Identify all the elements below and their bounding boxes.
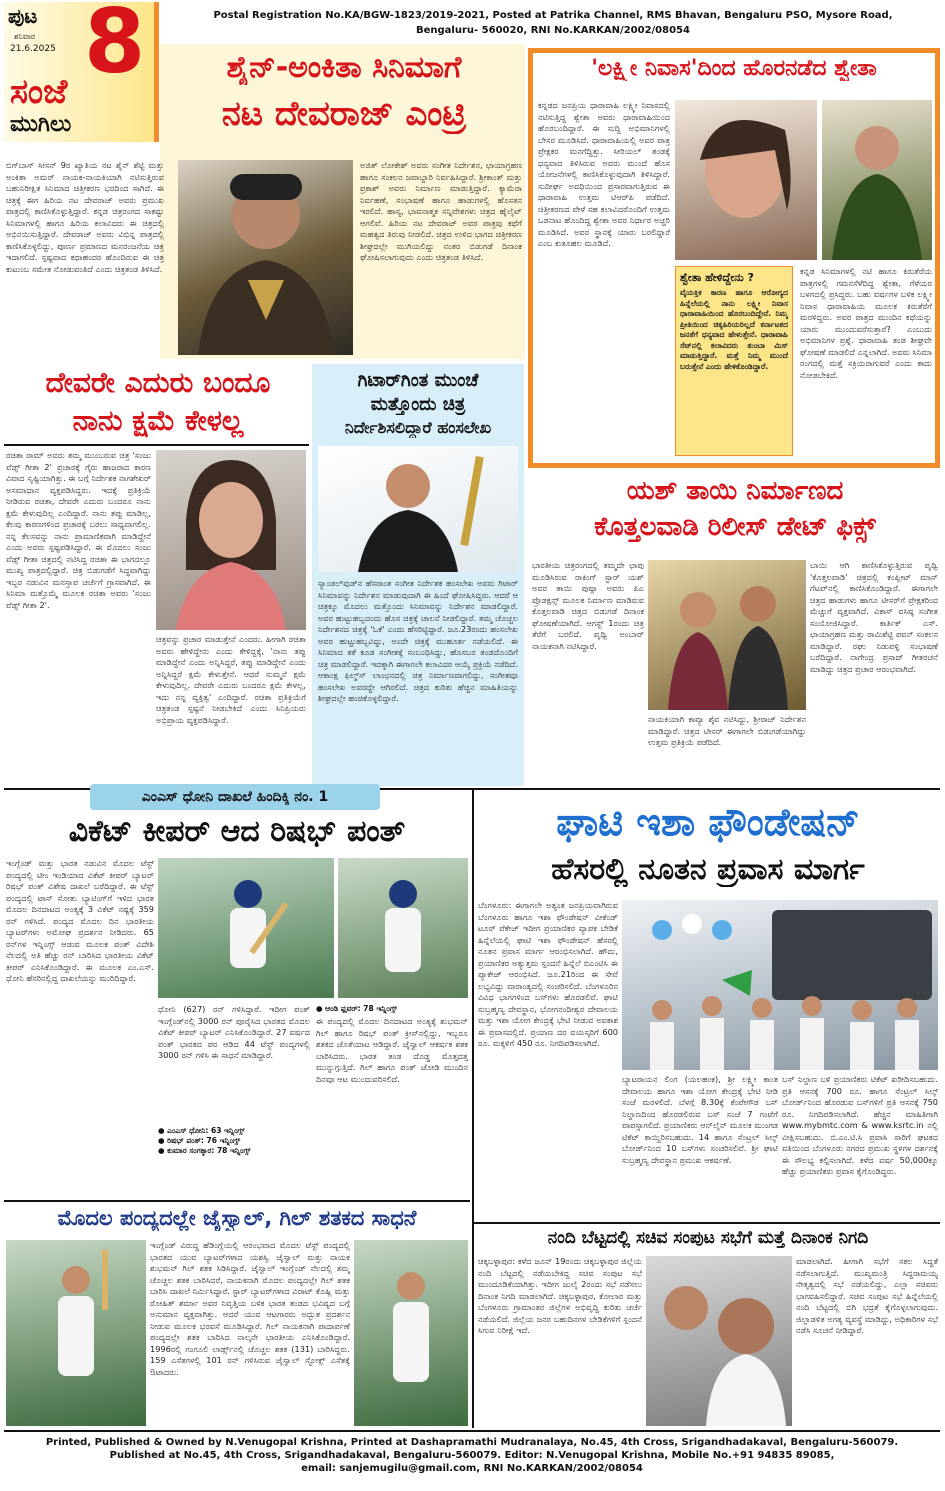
hamsalekha-body: ಸ್ಯಾಂಡಲ್‌ವುಡ್‌ನ ಹೆಸರಾಂತ ಸಂಗೀತ ನಿರ್ದೇಶಕ ಹಂಸಲೇಖ ಅವರು ಗಿಟಾರ್ ಸಿನಿಮಾವನ್ನು ನಿರ್ದೇಶನ ಮಾಡುವುದಾಗಿ ಈ ಹಿಂದೆ ಘೋಷಿಸಿದ್ದರು. ಆದರೆ ಆ ಚಿತ್ರಕ್ಕೂ ಮೊದಲು ಮತ್ತೊಂದು ಸಿನಿಮಾವನ್ನು ನಿರ್ದೇಶನ ಮಾಡಲಿದ್ದಾರೆ. ಅವರ ಹುಟ್ಟುಹಬ್ಬದಂದು ಹೊಸ ಚಿತ್ರಕ್ಕೆ ಚಾಲನೆ ನೀಡಲಿದ್ದಾರೆ. ತಮ್ಮ ಚೊಚ್ಚಲ ನಿರ್ದೇಶನದ ಚಿತ್ರಕ್ಕೆ 'ಓಕೆ' ಎಂದು ಹೆಸರಿಟ್ಟಿದ್ದಾರೆ. ಜೂ.23ರಂದು ಹಂಸಲೇಖ ಅವರ ಹುಟ್ಟುಹಬ್ಬವಿದ್ದು, ಅಂದೇ ಚಿತ್ರಕ್ಕೆ ಮುಹೂರ್ತ ನಡೆಯಲಿದೆ. ಈ ಸಿನಿಮಾದ ಕತೆ ಕೂಡ ಸಂಗೀತಕ್ಕೆ ಸಂಬಂಧಿಸಿದ್ದು, ಹೊಸಬರ ತಂಡದೊಂದಿಗೆ ಚಿತ್ರ ಮಾಡಲಿದ್ದಾರೆ. ಇದಕ್ಕಾಗಿ ಈಗಾಗಲೇ ಕಲಾವಿದರ ಆಯ್ಕೆ ಪ್ರಕ್ರಿಯೆ ನಡೆದಿದೆ. ಆಕಾಂಕ್ಷ ಫಿಲ್ಮ್‌ಸ್ ಲಾಂಛನದಲ್ಲಿ ಚಿತ್ರ ನಿರ್ಮಾಣವಾಗಲಿದ್ದು, ಸಂಗೀತವೂ ಹಂಸಲೇಖ ಅವರದ್ದೇ ಆಗಿರಲಿದೆ. ಚಿತ್ರದ ಕುರಿತು ಹೆಚ್ಚಿನ ಮಾಹಿತಿಯನ್ನು ಶೀಘ್ರದಲ್ಲೇ ಹಂಚಿಕೊಳ್ಳಲಿದ್ದಾರೆ. bbox=[318, 578, 518, 703]
rachita-headline-line1: ದೇವರೇ ಎದುರು ಬಂದೂ bbox=[45, 366, 271, 399]
footer-line2: Published at No.45, 4th Cross, Srigandhadakaval, Bengaluru-560079. Editor: N.Venugopal Krishna, Mobile No.+91 94835 89085, bbox=[109, 1450, 835, 1461]
shwetha-quote-title: ಶ್ವೇತಾ ಹೇಳಿದ್ದೇನು ? bbox=[680, 271, 754, 284]
isha-col3: ಬಸ್ ನಿಲ್ದಾಣ ಬಳಿ ಪ್ರಯಾಣಿಕರು ಟಿಕೆಟ್ ಖರೀದಿಸಬಹುದು. ಪ್ರತಿ ಆಸನಕ್ಕೆ 700 ರೂ. ಹಾಗೂ ಸೆಂಟ್ರಲ್ ಸಿಲ್ಕ್ ಬೋರ್ಡ್‌ನಿಂದ ಹೊರಡುವ ಬಸ್‌ಗಳಿಗೆ ಪ್ರತಿ ಆಸನಕ್ಕೆ 750 ರೂ. ನಿಗದಿಪಡಿಸಲಾಗಿದೆ. ಹೆಚ್ಚಿನ ಮಾಹಿತಿಗಾಗಿ www.mybmtc.com & www.ksrtc.in ನಲ್ಲಿ ವೀಕ್ಷಿಸಬಹುದು. ಬಿ.ಎಂ.ಟಿ.ಸಿ ಪ್ರವಾಸಿ ಸಾರಿಗೆ ಘಟಕದ ವತಿಯಿಂದ ಬೆಂಗಳೂರು ನಗರದ ಪ್ರಮುಖ ಸ್ಥಳಗಳ ದರ್ಶನಕ್ಕೆ ಈ ಸೌಲಭ್ಯ ಕಲ್ಪಿಸಲಾಗಿದೆ. ಕಳೆದ ವರ್ಷ 50,000ಕ್ಕೂ ಹೆಚ್ಚು ಪ್ರಯಾಣಿಕರು ಪ್ರವಾಸ ಕೈಗೊಂಡಿದ್ದರು. bbox=[782, 1074, 938, 1176]
paper-name-line1: ಸಂಜೆ bbox=[10, 72, 68, 112]
gill-photo-art bbox=[354, 1240, 468, 1426]
nandi-col1: ಚಿಕ್ಕಬಳ್ಳಾಪುರ: ಕಳೆದ ಜೂನ್ 19ರಂದು ಚಿಕ್ಕಬಳ್ಳಾಪುರ ಜಿಲ್ಲೆಯ ನಂದಿ ಬೆಟ್ಟದಲ್ಲಿ ನಡೆಯಬೇಕಿದ್ದ ಸಚಿವ ಸಂಪುಟ ಸಭೆ ಮುಂದೂಡಿಕೆಯಾಗಿತ್ತು. ಇದೀಗ ಜುಲೈ 2ರಂದು ಸಭೆ ನಡೆಸಲು ದಿನಾಂಕ ನಿಗದಿ ಮಾಡಲಾಗಿದೆ. ಚಿಕ್ಕಬಳ್ಳಾಪುರ, ಕೋಲಾರ ಮತ್ತು ಬೆಂಗಳೂರು ಗ್ರಾಮಾಂತರ ಜಿಲ್ಲೆಗಳ ಅಭಿವೃದ್ಧಿ ಕುರಿತು ಚರ್ಚೆ ನಡೆಯಲಿದೆ. ಜಿಲ್ಲೆಯ ಜನರ ಬಹುದಿನಗಳ ಬೇಡಿಕೆಗಳಿಗೆ ಸ್ಪಂದನೆ ಸಿಗುವ ನಿರೀಕ್ಷೆ ಇದೆ. bbox=[478, 1256, 642, 1335]
shine-col2: ಅಜಿತ್ ಲೋಕೇಶ್ ಅವರು ಸಂಗೀತ ನಿರ್ದೇಶನ, ಛಾಯಾಗ್ರಹಣ ಹಾಗೂ ಸಂಕಲನ ಜವಾಬ್ದಾರಿ ನಿರ್ವಹಿಸಿದ್ದಾರೆ. ಶ್ರೀಕಾಂತ್ ಮತ್ತು ಪ್ರಕಾಶ್ ಅವರು ನಿರ್ಮಾಣ ಮಾಡುತ್ತಿದ್ದಾರೆ. ಕ್ಯಾಮೆರಾ ನಿರ್ವಹಣೆ, ಸಂಭಾಷಣೆ ಹಾಗೂ ಹಾಡುಗಳಲ್ಲಿ ಹೊಸತನ ಇರಲಿದೆ. ಹಾಸ್ಯ, ಭಾವನಾತ್ಮಕ ಸನ್ನಿವೇಶಗಳು ಚಿತ್ರದ ಹೈಲೈಟ್ ಆಗಲಿವೆ. ಹಿರಿಯ ನಟ ದೇವರಾಜ್ ಅವರ ಪಾತ್ರವು ಕಥೆಗೆ ಮಹತ್ವದ ತಿರುವು ನೀಡಲಿದೆ. ಚಿತ್ರದ ಉಳಿದ ಭಾಗದ ಚಿತ್ರೀಕರಣ ಶೀಘ್ರದಲ್ಲೇ ಮುಗಿಯಲಿದ್ದು ನಂತರ ಬಿಡುಗಡೆ ದಿನಾಂಕ ಘೋಷಿಸಲಾಗುವುದು ಎಂದು ಚಿತ್ರತಂಡ ತಿಳಿಸಿದೆ. bbox=[360, 160, 522, 262]
hamsalekha-headline-line1: ಗಿಟಾರ್‌ಗಿಂತ ಮುಂಚೆ bbox=[357, 370, 479, 391]
kothalavadi-headline-line1: ಯಶ್ ತಾಯಿ ನಿರ್ಮಾಣದ bbox=[626, 476, 844, 506]
pant-col3: ಈ ಪಂದ್ಯದಲ್ಲಿ ಮೊದಲ ದಿನದಾಟದ ಅಂತ್ಯಕ್ಕೆ ಶುಭಮನ್ ಗಿಲ್ ಹಾಗೂ ರಿಷಭ್ ಪಂತ್ ಕ್ರೀಸ್‌ನಲ್ಲಿದ್ದು, ಇಬ್ಬರೂ ಶತಕದ ಜೊತೆಯಾಟ ಆಡಿದ್ದಾರೆ. ಜೈಸ್ವಾಲ್ ಆಕರ್ಷಕ ಶತಕ ಬಾರಿಸಿದರು. ಭಾರತ ತಂಡ ದೊಡ್ಡ ಮೊತ್ತದತ್ತ ಮುನ್ನುಗ್ಗುತ್ತಿದೆ. ಗಿಲ್ ಹಾಗೂ ಪಂತ್ ಜೋಡಿ ಮುಂದಿನ ದಿನವೂ ಆಟ ಮುಂದುವರಿಸಲಿದೆ. bbox=[316, 1016, 468, 1084]
pant-stat-1: ● ಎಂಎಸ್ ಧೋನಿ: 63 ಇನ್ನಿಂಗ್ಸ್ bbox=[158, 1126, 245, 1135]
pant-photo-1-art bbox=[158, 858, 334, 998]
pant-stat-2: ● ರಿಷಭ್ ಪಂತ್: 76 ಇನ್ನಿಂಗ್ಸ್ bbox=[158, 1136, 241, 1145]
jaiswal-photo bbox=[6, 1240, 146, 1426]
masthead-page-label: ಪುಟ bbox=[8, 4, 38, 28]
pant-stat-list bbox=[158, 1126, 310, 1156]
kothalavadi-photo bbox=[648, 560, 806, 710]
kothalavadi-col1: ಭಾರತೀಯ ಚಿತ್ರರಂಗದಲ್ಲಿ ತಮ್ಮದೇ ಛಾಪು ಮೂಡಿಸಿರುವ ರಾಕಿಂಗ್ ಸ್ಟಾರ್ ಯಶ್ ಅವರ ತಾಯಿ ಪುಷ್ಪಾ ಅವರು ಪಿಎ ಪ್ರೊಡಕ್ಷನ್ಸ್ ಮೂಲಕ ನಿರ್ಮಾಣ ಮಾಡಿರುವ ಕೊತ್ತಲವಾಡಿ ಚಿತ್ರದ ಬಿಡುಗಡೆ ದಿನಾಂಕ ಘೋಷಣೆಯಾಗಿದೆ. ಆಗಸ್ಟ್ 1ರಂದು ಚಿತ್ರ ತೆರೆಗೆ ಬರಲಿದೆ. ಪೃಥ್ವಿ ಅಂಬಾರ್ ನಾಯಕನಾಗಿ ನಟಿಸಿದ್ದಾರೆ. bbox=[532, 560, 644, 651]
footer-divider bbox=[4, 1430, 940, 1432]
pant-col1: ಇಂಗ್ಲೆಂಡ್ ಮತ್ತು ಭಾರತ ನಡುವಿನ ಮೊದಲ ಟೆಸ್ಟ್ ಪಂದ್ಯದಲ್ಲಿ ಟೀಂ ಇಂಡಿಯಾದ ವಿಕೆಟ್ ಕೀಪರ್ ಬ್ಯಾಟರ್ ರಿಷಭ್ ಪಂತ್ ವಿಶೇಷ ದಾಖಲೆ ಬರೆದಿದ್ದಾರೆ. ಈ ಟೆಸ್ಟ್ ಪಂದ್ಯದಲ್ಲಿ ಟಾಸ್ ಸೋತು ಬ್ಯಾಟಿಂಗ್‌ಗೆ ಇಳಿದ ಭಾರತ ಮೊದಲ ದಿನದಾಟದ ಅಂತ್ಯಕ್ಕೆ 3 ವಿಕೆಟ್ ನಷ್ಟಕ್ಕೆ 359 ರನ್ ಗಳಿಸಿದೆ. ಪಂದ್ಯದ ಮೊದಲ ದಿನ ಭಾರತೀಯ ಬ್ಯಾಟರ್‌ಗಳು ಅಮೋಘ ಪ್ರದರ್ಶನ ನೀಡಿದರು. 65 ರನ್‌ಗಳ ಇನ್ನಿಂಗ್ಸ್ ಆಡುವ ಮೂಲಕ ಪಂತ್ ವಿದೇಶಿ ನೆಲದಲ್ಲಿ ಅತಿ ಹೆಚ್ಚು ರನ್ ಬಾರಿಸಿದ ಭಾರತೀಯ ವಿಕೆಟ್ ಕೀಪರ್ ಎನಿಸಿಕೊಂಡಿದ್ದಾರೆ. ಈ ಮೂಲಕ ಎಂ.ಎಸ್. ಧೋನಿ ಹೆಸರಿನಲ್ಲಿದ್ದ ದಾಖಲೆಯನ್ನು ಮುರಿದಿದ್ದಾರೆ. bbox=[6, 858, 154, 983]
shwetha-headline: 'ಲಕ್ಷ್ಮೀ ನಿವಾಸ'ದಿಂದ ಹೊರನಡೆದ ಶ್ವೇತಾ bbox=[591, 56, 877, 81]
shwetha-quote-box bbox=[675, 266, 793, 456]
vertical-divider bbox=[472, 790, 474, 1428]
hamsalekha-photo-art bbox=[318, 446, 518, 572]
jaiswal-body: ಇಂಗ್ಲೆಂಡ್ ವಿರುದ್ಧ ಹೆಡಿಂಗ್ಲೆಯಲ್ಲಿ ಆರಂಭವಾದ ಮೊದಲ ಟೆಸ್ಟ್ ಪಂದ್ಯದಲ್ಲಿ ಭಾರತದ ಯುವ ಬ್ಯಾಟರ್‌ಗಳಾದ ಯಶಸ್ವಿ ಜೈಸ್ವಾಲ್ ಮತ್ತು ನಾಯಕ ಶುಭಮನ್ ಗಿಲ್ ಶತಕ ಸಿಡಿಸಿದ್ದಾರೆ. ಜೈಸ್ವಾಲ್ ಇಂಗ್ಲೆಂಡ್ ನೆಲದಲ್ಲಿ ತಮ್ಮ ಚೊಚ್ಚಲ ಶತಕ ಬಾರಿಸಿದರೆ, ನಾಯಕನಾಗಿ ಮೊದಲ ಪಂದ್ಯದಲ್ಲೇ ಗಿಲ್ ಶತಕ ಬಾರಿಸಿ ದಾಖಲೆ ನಿರ್ಮಿಸಿದ್ದಾರೆ. ಸ್ಟಾರ್ ಬ್ಯಾಟರ್‌ಗಳಾದ ವಿರಾಟ್ ಕೊಹ್ಲಿ ಮತ್ತು ರೋಹಿತ್ ಶರ್ಮಾ ಅವರ ನಿವೃತ್ತಿಯ ಬಳಿಕ ಭಾರತ ತಂಡದ ಭವಿಷ್ಯದ ಬಗ್ಗೆ ಅನುಮಾನ ವ್ಯಕ್ತವಾಗಿತ್ತು. ಆದರೆ ಯುವ ಆಟಗಾರರು ಅದ್ಭುತ ಪ್ರದರ್ಶನ ನೀಡುವ ಮೂಲಕ ಭರವಸೆ ಮೂಡಿಸಿದ್ದಾರೆ. ಗಿಲ್ ನಾಯಕನಾಗಿ ಪಾದಾರ್ಪಣೆ ಪಂದ್ಯದಲ್ಲೇ ಶತಕ ಬಾರಿಸಿದ ನಾಲ್ಕನೇ ಭಾರತೀಯ ಎನಿಸಿಕೊಂಡಿದ್ದಾರೆ. 1996ರಲ್ಲಿ ಗಂಗೂಲಿ ಲಾರ್ಡ್ಸ್‌ನಲ್ಲಿ ಚೊಚ್ಚಲ ಶತಕ (131) ಬಾರಿಸಿದ್ದರು. 159 ಎಸೆತಗಳಲ್ಲಿ 101 ರನ್ ಗಳಿಸಿರುವ ಜೈಸ್ವಾಲ್ ಸ್ಟೋಕ್ಸ್ ಎಸೆತಕ್ಕೆ ಔಟಾದರು. bbox=[150, 1240, 350, 1377]
isha-headline-line1: ಘಾಟಿ ಇಶಾ ಫೌಂಡೇಷನ್ bbox=[556, 800, 860, 844]
rachita-photo bbox=[156, 450, 306, 630]
jaiswal-photo-art bbox=[6, 1240, 146, 1426]
jaiswal-divider bbox=[4, 1200, 470, 1202]
isha-col2: ಬ್ಯಾಟರಾಯನ ಲಿಂಗ (ಯಲಹಂಕ), ಶ್ರೀ ಲಕ್ಷ್ಮೀ ಕಾಂತ ದೇವಾಲಯ ಹಾಗೂ ಇಶಾ ಯೋಗ ಕೇಂದ್ರಕ್ಕೆ ಭೇಟಿ ನೀಡಿ ಸಂಜೆ ಮರಳಲಿದೆ. ಬೆಳಗ್ಗೆ 8.30ಕ್ಕೆ ಕೆಂಪೇಗೌಡ ಬಸ್ ನಿಲ್ದಾಣದಿಂದ ಹೊರಡಲಿರುವ ಬಸ್ ಸಂಜೆ 7 ಗಂಟೆಗೆ ವಾಪಸ್ಸಾಗಲಿದೆ. ಪ್ರಯಾಣಿಕರು ಆನ್‌ಲೈನ್ ಮೂಲಕ ಮುಂಗಡ ಟಿಕೆಟ್ ಕಾಯ್ದಿರಿಸಬಹುದು. 14 ಹಾಗೂ ಸೆಂಟ್ರಲ್ ಸಿಲ್ಕ್ ಬೋರ್ಡ್‌ನಿಂದ 10 ಬಸ್‌ಗಳು ಸಂಚರಿಸಲಿವೆ. ಶ್ರೀ ಘಾಟಿ ಸುಬ್ರಹ್ಮಣ್ಯ ದೇವಸ್ಥಾನ ಪ್ರಮುಖ ಆಕರ್ಷಣೆ. bbox=[622, 1074, 778, 1165]
shwetha-photo-1 bbox=[675, 100, 817, 260]
rachita-col1: ರಚಿತಾ ರಾಮ್ ಅವರು ತಮ್ಮ ಮುಂಬರುವ ಚಿತ್ರ 'ಸಂಜು ವೆಡ್ಸ್ ಗೀತಾ 2' ಪ್ರಚಾರಕ್ಕೆ ಗೈರು ಹಾಜರಾದ ಕಾರಣ ವಿವಾದ ಸೃಷ್ಟಿಯಾಗಿತ್ತು. ಈ ಬಗ್ಗೆ ನಿರ್ದೇಶಕ ನಾಗಶೇಖರ್ ಅಸಮಾಧಾನ ವ್ಯಕ್ತಪಡಿಸಿದ್ದರು. ಇದಕ್ಕೆ ಪ್ರತಿಕ್ರಿಯೆ ನೀಡಿರುವ ರಚಿತಾ, ದೇವರೇ ಎದುರು ಬಂದರೂ ನಾನು ಕ್ಷಮೆ ಕೇಳುವುದಿಲ್ಲ ಎಂದಿದ್ದಾರೆ. ನಾನು ತಪ್ಪು ಮಾಡಿಲ್ಲ, ಕೆಲವು ಕಾರಣಗಳಿಂದ ಪ್ರಚಾರಕ್ಕೆ ಬರಲು ಸಾಧ್ಯವಾಗಲಿಲ್ಲ. ನನ್ನ ಕೆಲಸವನ್ನು ನಾನು ಪ್ರಾಮಾಣಿಕವಾಗಿ ಮಾಡಿದ್ದೇನೆ ಎಂದು ಅವರು ಸ್ಪಷ್ಟಪಡಿಸಿದ್ದಾರೆ. ಈ ಮೊದಲು ಸಂಜು ವೆಡ್ಸ್ ಗೀತಾ ಚಿತ್ರದಲ್ಲಿ ನಟಿಸಿದ್ದ ರಚಿತಾ ಈ ಭಾಗದಲ್ಲೂ ಮುಖ್ಯ ಪಾತ್ರದಲ್ಲಿದ್ದಾರೆ. ಚಿತ್ರ ಬಿಡುಗಡೆಗೆ ಸಿದ್ಧವಾಗಿದ್ದು ಇಬ್ಬರ ನಡುವಿನ ಮನಸ್ತಾಪ ಚರ್ಚೆಗೆ ಗ್ರಾಸವಾಗಿದೆ. ಈ ಸಿನಿಮಾ ಮತ್ತೊಮ್ಮೆ ಮೂಲಕ ರಚಿತಾ ಅವರು 'ಸಂಜು ವೆಡ್ಸ್ ಗೀತಾ 2'. bbox=[6, 450, 151, 610]
hamsalekha-headline-line2: ಮತ್ತೊಂದು ಚಿತ್ರ bbox=[370, 394, 466, 415]
jaiswal-headline: ಮೊದಲ ಪಂದ್ಯದಲ್ಲೇ ಜೈಸ್ವಾಲ್, ಗಿಲ್ ಶತಕದ ಸಾಧನೆ bbox=[57, 1206, 417, 1230]
shwetha-col3: ಕನ್ನಡ ಸಿನಿಮಾಗಳಲ್ಲಿ ನಟಿ ಹಾಗೂ ಕಿರುತೆರೆಯ ಪಾತ್ರಗಳಲ್ಲಿ ಗಮನಸೆಳೆದಿದ್ದ ಶ್ವೇತಾ, ಗೆಳೆಯರ ಬಳಗದಲ್ಲಿ ಪ್ರಸಿದ್ಧರು. ಬಹು ವರ್ಷಗಳ ಬಳಿಕ ಲಕ್ಷ್ಮೀ ನಿವಾಸ ಧಾರಾವಾಹಿಯ ಮೂಲಕ ಕಿರುತೆರೆಗೆ ಮರಳಿದ್ದರು. ಅವರ ಪಾತ್ರದ ಮುಂದಿನ ಕಥೆಯನ್ನು ಯಾರು ಮುಂದುವರೆಸುತ್ತಾರೆ? ಎಂಬುದು ಅಭಿಮಾನಿಗಳ ಪ್ರಶ್ನೆ. ಧಾರಾವಾಹಿ ತಂಡ ಶೀಘ್ರವೇ ಘೋಷಣೆ ಮಾಡಲಿದೆ ಎನ್ನಲಾಗಿದೆ. ಅವರು ಸಿನಿಮಾ ರಂಗದಲ್ಲಿ ಮತ್ತೆ ಸಕ್ರಿಯರಾಗುವರೆ ಎಂದು ಕಾದು ನೋಡಬೇಕಿದೆ. bbox=[800, 266, 932, 380]
pant-kicker-text: ಎಂಎಸ್ ಧೋನಿ ದಾಖಲೆ ಹಿಂದಿಕ್ಕಿ ನಂ. 1 bbox=[141, 789, 329, 805]
pant-photo-1 bbox=[158, 858, 334, 998]
kothalavadi-photo-art bbox=[648, 560, 806, 710]
footer-line3: email: sanjemugilu@gmail.com, RNI No.KARKAN/2002/08054 bbox=[301, 1463, 643, 1474]
nandi-photo-art bbox=[646, 1256, 792, 1426]
pant-headline: ವಿಕೆಟ್ ಕೀಪರ್ ಆದ ರಿಷಭ್ ಪಂತ್ bbox=[68, 814, 406, 849]
nandi-photo bbox=[646, 1256, 792, 1426]
shwetha-col1: ಕನ್ನಡದ ಜನಪ್ರಿಯ ಧಾರಾವಾಹಿ ಲಕ್ಷ್ಮೀ ನಿವಾಸದಲ್ಲಿ ನಟಿಸುತ್ತಿದ್ದ ಶ್ವೇತಾ ಅವರು ಧಾರಾವಾಹಿಯಿಂದ ಹೊರಬಂದಿದ್ದಾರೆ. ಈ ಸುದ್ದಿ ಅಭಿಮಾನಿಗಳಲ್ಲಿ ಬೇಸರ ಮೂಡಿಸಿದೆ. ಧಾರಾವಾಹಿಯಲ್ಲಿ ಅವರ ಪಾತ್ರ ಪ್ರೇಕ್ಷಕರ ಮನಗೆದ್ದಿತ್ತು. ಸೀರಿಯಲ್ ತಂಡಕ್ಕೆ ಧನ್ಯವಾದ ತಿಳಿಸಿರುವ ಅವರು ಮುಂದೆ ಹೊಸ ಯೋಜನೆಗಳಲ್ಲಿ ಕಾಣಿಸಿಕೊಳ್ಳುವುದಾಗಿ ತಿಳಿಸಿದ್ದಾರೆ. ಸುದೀರ್ಘ ಅವಧಿಯಿಂದ ಪ್ರಸಾರವಾಗುತ್ತಿರುವ ಈ ಧಾರಾವಾಹಿ ಉತ್ತಮ ಟಿಆರ್‌ಪಿ ಪಡೆದಿದೆ. ಚಿತ್ರೀಕರಣದ ವೇಳೆ ಸಹ ಕಲಾವಿದರೊಂದಿಗೆ ಉತ್ತಮ ಒಡನಾಟ ಹೊಂದಿದ್ದ ಶ್ವೇತಾ ಅವರ ನಿರ್ಧಾರ ಅಚ್ಚರಿ ಮೂಡಿಸಿದೆ. ಅವರ ಸ್ಥಾನಕ್ಕೆ ಯಾರು ಬರಲಿದ್ದಾರೆ ಎಂಬ ಕುತೂಹಲ ಮೂಡಿದೆ. bbox=[538, 100, 670, 248]
footer-line1: Printed, Published & Owned by N.Venugopal Krishna, Printed at Dashapramathi Mudranalaya, No.45, 4th Cross, Srigandhadakaval, Bengaluru-560079. bbox=[45, 1437, 899, 1448]
shwetha-photo-1-art bbox=[675, 100, 817, 260]
shine-col1: ಬಿಗ್‌ಬಾಸ್ ಸೀಸನ್ 9ರ ಖ್ಯಾತಿಯ ನಟ ಶೈನ್ ಶೆಟ್ಟಿ ಮತ್ತು ಅಂಕಿತಾ ಅಮರ್ ನಾಯಕ-ನಾಯಕಿಯಾಗಿ ನಟಿಸುತ್ತಿರುವ ಬಹುನಿರೀಕ್ಷಿತ ಸಿನಿಮಾದ ಚಿತ್ರೀಕರಣ ಭರದಿಂದ ಸಾಗಿದೆ. ಈ ಚಿತ್ರಕ್ಕೆ ಈಗ ಹಿರಿಯ ನಟ ದೇವರಾಜ್ ಅವರು ಪ್ರಮುಖ ಪಾತ್ರದಲ್ಲಿ ಕಾಣಿಸಿಕೊಳ್ಳುತ್ತಿದ್ದಾರೆ. ಕನ್ನಡ ಚಿತ್ರರಂಗದ ಸಾಕಷ್ಟು ಸಿನಿಮಾಗಳಲ್ಲಿ ಹಾಗೂ ಹಿರಿಯ ಕಲಾವಿದರು ಈ ಚಿತ್ರದಲ್ಲಿ ಅಭಿನಯಿಸುತ್ತಿದ್ದಾರೆ. ದೇವರಾಜ್ ಅವರು ವಿಭಿನ್ನ ಪಾತ್ರದಲ್ಲಿ ಕಾಣಿಸಿಕೊಳ್ಳಲಿದ್ದು, ಪೂರ್ಣ ಪ್ರಮಾಣದ ಮನರಂಜನೆಯ ಚಿತ್ರ ಇದಾಗಲಿದೆ. ಸ್ಪಷ್ಟವಾದ ಕಥಾಹಂದರ ಹೊಂದಿರುವ ಈ ಚಿತ್ರ ಕುಟುಂಬ ಸಮೇತ ನೋಡುವಂತಿದೆ ಎಂದು ಚಿತ್ರತಂಡ ತಿಳಿಸಿದೆ. bbox=[6, 160, 164, 274]
nandi-col3: ಮಾಡಲಾಗಿದೆ. ಹೀಗಾಗಿ ಸಭೆಗೆ ಸಕಲ ಸಿದ್ಧತೆ ನಡೆಸಲಾಗುತ್ತಿದೆ. ಮುಖ್ಯಮಂತ್ರಿ ಸಿದ್ದರಾಮಯ್ಯ ನೇತೃತ್ವದಲ್ಲಿ ಸಭೆ ನಡೆಯಲಿದ್ದು, ಎಲ್ಲಾ ಸಚಿವರು ಭಾಗವಹಿಸಲಿದ್ದಾರೆ. ಸಚಿವ ಸಂಪುಟ ಸಭೆ ಹಿನ್ನೆಲೆಯಲ್ಲಿ ನಂದಿ ಬೆಟ್ಟದಲ್ಲಿ ಬಿಗಿ ಭದ್ರತೆ ಕೈಗೊಳ್ಳಲಾಗುವುದು. ಜಿಲ್ಲಾಡಳಿತ ಅಗತ್ಯ ವ್ಯವಸ್ಥೆ ಮಾಡಿದ್ದು, ಅಧಿಕಾರಿಗಳ ಸಭೆ ನಡೆಸಿ ಸೂಚನೆ ನೀಡಿದ್ದಾರೆ. bbox=[796, 1256, 938, 1335]
pant-stat-3: ● ಕುಮಾರ ಸಂಗಕ್ಕಾರ: 78 ಇನ್ನಿಂಗ್ಸ್ bbox=[158, 1146, 251, 1155]
hamsalekha-headline-line3: ನಿರ್ದೇಶಿಸಲಿದ್ದಾರೆ ಹಂಸಲೇಖ bbox=[344, 418, 492, 437]
kothalavadi-headline-line2: ಕೊತ್ತಲವಾಡಿ ರಿಲೀಸ್ ಡೇಟ್ ಫಿಕ್ಸ್ bbox=[594, 512, 876, 542]
devaraj-photo-art bbox=[178, 160, 353, 355]
rachita-divider bbox=[4, 444, 309, 446]
isha-photo bbox=[622, 900, 938, 1070]
isha-col1: ಬೆಂಗಳೂರು: ಈಗಾಗಲೇ ಅತ್ಯಂತ ಜನಪ್ರಿಯವಾಗಿರುವ ಬೆಂಗಳೂರು ಹಾಗೂ ಇಶಾ ಫೌಂಡೇಷನ್ ವೀಕೆಂಡ್ ಟೂರ್ ಪೆಕೇಜ್ ಇದೀಗ ಪ್ರಯಾಣಿಕರ ವ್ಯಾಪಕ ಬೇಡಿಕೆ ಹಿನ್ನೆಲೆಯಲ್ಲಿ ಘಾಟಿ ಇಶಾ ಫೌಂಡೇಷನ್ ಹೆಸರಲ್ಲಿ ನೂತನ ಪ್ರವಾಸ ಮಾರ್ಗ ಆರಂಭಿಸಲಾಗಿದೆ. ಹೌದು, ಪ್ರಯಾಣಿಕರ ಅತ್ಯುತ್ತಮ ಸ್ಪಂದನೆ ಹಿನ್ನೆಲೆ ಬಿಎಂಟಿಸಿ ಈ ಪ್ಯಾಕೇಜ್ ಆರಂಭಿಸಿದೆ. ಜೂ.21ರಿಂದ ಈ ಸೇವೆ ಲಭ್ಯವಿದ್ದು ವಾರಾಂತ್ಯದಲ್ಲಿ ಸಂಚರಿಸಲಿದೆ. ಬೆಂಗಳೂರಿನ ವಿವಿಧ ಭಾಗಗಳಿಂದ ಬಸ್‌ಗಳು ಹೊರಡಲಿವೆ. ಘಾಟಿ ಸುಬ್ರಹ್ಮಣ್ಯ ದೇವಸ್ಥಾನ, ಭೋಗನಂದೀಶ್ವರ ದೇವಾಲಯ ಮತ್ತು ಇಶಾ ಯೋಗ ಕೇಂದ್ರಕ್ಕೆ ಭೇಟಿ ನೀಡುವ ಅವಕಾಶ ಈ ಪ್ರವಾಸದಲ್ಲಿದೆ. ಪ್ರಯಾಣ ದರ ವಯಸ್ಕರಿಗೆ 600 ರೂ. ಮಕ್ಕಳಿಗೆ 450 ರೂ. ನಿಗದಿಪಡಿಸಲಾಗಿದೆ. bbox=[478, 900, 618, 1048]
rachita-photo-art bbox=[156, 450, 306, 630]
kothalavadi-caption: ನಾಯಕಿಯಾಗಿ ಕಾವ್ಯಾ ಶೈವ ನಟಿಸಿದ್ದು, ಶ್ರೀರಾಜ್ ನಿರ್ದೇಶನ ಮಾಡಿದ್ದಾರೆ. ಚಿತ್ರದ ಟೀಸರ್ ಈಗಾಗಲೇ ಬಿಡುಗಡೆಯಾಗಿದ್ದು ಉತ್ತಮ ಪ್ರತಿಕ್ರಿಯೆ ಪಡೆದಿದೆ. bbox=[648, 714, 806, 747]
isha-headline-line2: ಹೆಸರಲ್ಲಿ ನೂತನ ಪ್ರವಾಸ ಮಾರ್ಗ bbox=[551, 852, 865, 887]
pant-photo-2 bbox=[338, 858, 468, 998]
gill-photo bbox=[354, 1240, 468, 1426]
devaraj-photo bbox=[178, 160, 353, 355]
shine-headline-line1: ಶೈನ್-ಅಂಕಿತಾ ಸಿನಿಮಾಗೆ bbox=[226, 50, 462, 85]
registration-line2: Bengaluru- 560020, RNI No.KARKAN/2002/08054 bbox=[416, 25, 690, 36]
shwetha-photo-2 bbox=[822, 100, 932, 260]
shine-headline-line2: ನಟ ದೇವರಾಜ್ ಎಂಟ್ರಿ bbox=[221, 94, 467, 134]
rachita-headline-line2: ನಾನು ಕ್ಷಮೆ ಕೇಳಲ್ಲ bbox=[72, 404, 244, 437]
masthead-day: ಶನಿವಾರ bbox=[14, 32, 36, 41]
pant-col3-title: ● ಆಂಡಿ ಫ್ಲವರ್: 78 ಇನ್ನಿಂಗ್ಸ್ bbox=[316, 1004, 397, 1013]
footer bbox=[4, 1436, 940, 1475]
shwetha-photo-2-art bbox=[822, 100, 932, 260]
registration-line1: Postal Registration No.KA/BGW-1823/2019-2021, Posted at Patrika Channel, RMS Bhavan, Bengaluru PSO, Mysore Road, bbox=[213, 10, 893, 21]
nandi-divider bbox=[474, 1222, 940, 1224]
shwetha-quote-body: ವೈಯಕ್ತಿಕ ಕಾರಣ ಹಾಗೂ ಆರೋಗ್ಯದ ಹಿನ್ನೆಲೆಯಲ್ಲಿ ನಾನು ಲಕ್ಷ್ಮೀ ನಿವಾಸ ಧಾರಾವಾಹಿಯಿಂದ ಹೊರಬಂದಿದ್ದೇನೆ. ನಿಮ್ಮ ಪ್ರೀತಿಯಿಂದ ಚಿಕ್ಕಹಿರಿಯರಿಲ್ಲದೆ ಕರ್ನಾಟಕದ ಜನತೆಗೆ ಧನ್ಯವಾದ ಹೇಳುತ್ತೇನೆ. ಧಾರಾವಾಹಿ ಸೆಟ್‌ನಲ್ಲಿ ಕಲಾವಿದರು ತುಂಬಾ ಮಿಸ್ ಮಾಡುತ್ತಿದ್ದಾರೆ. ಮತ್ತೆ ನಿಮ್ಮ ಮುಂದೆ ಬರುತ್ತೇನೆ ಎಂದು ಹೇಳಿಕೊಂಡಿದ್ದಾರೆ. bbox=[680, 288, 788, 371]
hamsalekha-photo bbox=[318, 446, 518, 572]
masthead bbox=[4, 2, 159, 142]
paper-name-line2: ಮುಗಿಲು bbox=[10, 112, 72, 137]
rachita-col2: ಚಿತ್ರವನ್ನು ಪ್ರಚಾರ ಮಾಡುತ್ತೇನೆ ಎಂದರು. ಹೀಗಾಗಿ ರಚಿತಾ ಅವರು ಹೇಳಿದ್ದೇನು ಎಂದು ಕೇಳಿದ್ದಕ್ಕೆ, 'ನಾನು ತಪ್ಪು ಮಾಡಿದ್ದೇನೆ ಎಂದು ಅನ್ನಿಸಿದ್ದರೆ, ತಪ್ಪು ಮಾಡಿದ್ದೇನೆ ಎಂದು ಅನ್ನಿಸಿದ್ದರೆ ಕ್ಷಮೆ ಕೇಳುತ್ತೇನೆ. ಆದರೆ ಸುಮ್ಮನೆ ಕ್ಷಮೆ ಕೇಳುವುದಿಲ್ಲ. ದೇವರೇ ಎದುರು ಬಂದರೂ ಕ್ಷಮೆ ಕೇಳಲ್ಲ, ಇದು ನನ್ನ ವ್ಯಕ್ತಿತ್ವ' ಎಂದಿದ್ದಾರೆ. ರಚಿತಾ ಪ್ರತಿಕ್ರಿಯೆಗೆ ಚಿತ್ರತಂಡ ಸ್ಪಷ್ಟನೆ ನೀಡಬೇಕಿದೆ ಎಂದು ಸಿನಿಪ್ರಿಯರು ಅಭಿಪ್ರಾಯ ವ್ಯಕ್ತಪಡಿಸಿದ್ದಾರೆ. bbox=[156, 634, 306, 725]
page-number: 8 bbox=[84, 0, 146, 93]
masthead-date: 21.6.2025 bbox=[10, 44, 56, 54]
pant-photo-2-art bbox=[338, 858, 468, 998]
kothalavadi-col3: ಬಾಯಿ ಆಗಿ ಕಾಣಿಸಿಕೊಳ್ಳುತ್ತಿರುವ ಪೃಥ್ವಿ 'ಕೊತ್ತಲವಾಡಿ' ಚಿತ್ರದಲ್ಲಿ ಕಂಪ್ಲೀಟ್ ಮಾಸ್ ಗೆಟಪ್‌ನಲ್ಲಿ ಕಾಣಿಸಿಕೊಂಡಿದ್ದಾರೆ. ಈಗಾಗಲೇ ಚಿತ್ರದ ಹಾಡುಗಳು ಹಾಗೂ ಟೀಸರ್‌ಗೆ ಪ್ರೇಕ್ಷಕರಿಂದ ಮೆಚ್ಚುಗೆ ವ್ಯಕ್ತವಾಗಿದೆ. ವಿಕಾಸ್ ವಸಿಷ್ಠ ಸಂಗೀತ ಸಂಯೋಜಿಸಿದ್ದಾರೆ. ಕಾರ್ತಿಕ್ ಎಸ್. ಛಾಯಾಗ್ರಹಣ ಮತ್ತು ರಾಮಿಶೆಟ್ಟಿ ಪವನ್ ಸಂಕಲನ ಮಾಡಿದ್ದಾರೆ. ರಘು ನಿಡುವಳ್ಳಿ ಸಂಭಾಷಣೆ ಬರೆದಿದ್ದಾರೆ. ನಾಗೇಂದ್ರ ಪ್ರಸಾದ್ ಗೀತರಚನೆ ಮಾಡಿದ್ದು ಚಿತ್ರದ ಪ್ರಚಾರ ಆರಂಭವಾಗಿದೆ. bbox=[810, 560, 938, 674]
nandi-headline: ನಂದಿ ಬೆಟ್ಟದಲ್ಲಿ ಸಚಿವ ಸಂಪುಟ ಸಭೆಗೆ ಮತ್ತೆ ದಿನಾಂಕ ನಿಗದಿ bbox=[547, 1228, 869, 1248]
pant-col2: ಧೋನಿ (627) ರನ್ ಗಳಿಸಿದ್ದಾರೆ. ಇದೀಗ ಪಂತ್ ಇಂಗ್ಲೆಂಡ್‌ನಲ್ಲಿ 3000 ರನ್ ಪೂರೈಸಿದ ಭಾರತದ ಮೊದಲ ವಿಕೆಟ್ ಕೀಪರ್ ಬ್ಯಾಟರ್ ಎನಿಸಿಕೊಂಡಿದ್ದಾರೆ. 27 ವರ್ಷದ ಪಂತ್ ಭಾರತದ ಪರ ಆಡಿದ 44 ಟೆಸ್ಟ್ ಪಂದ್ಯಗಳಲ್ಲಿ 3000 ರನ್ ಗಳಿಸಿ ಈ ಸಾಧನೆ ಮಾಡಿದ್ದಾರೆ. bbox=[158, 1004, 310, 1060]
isha-photo-art bbox=[622, 900, 938, 1070]
